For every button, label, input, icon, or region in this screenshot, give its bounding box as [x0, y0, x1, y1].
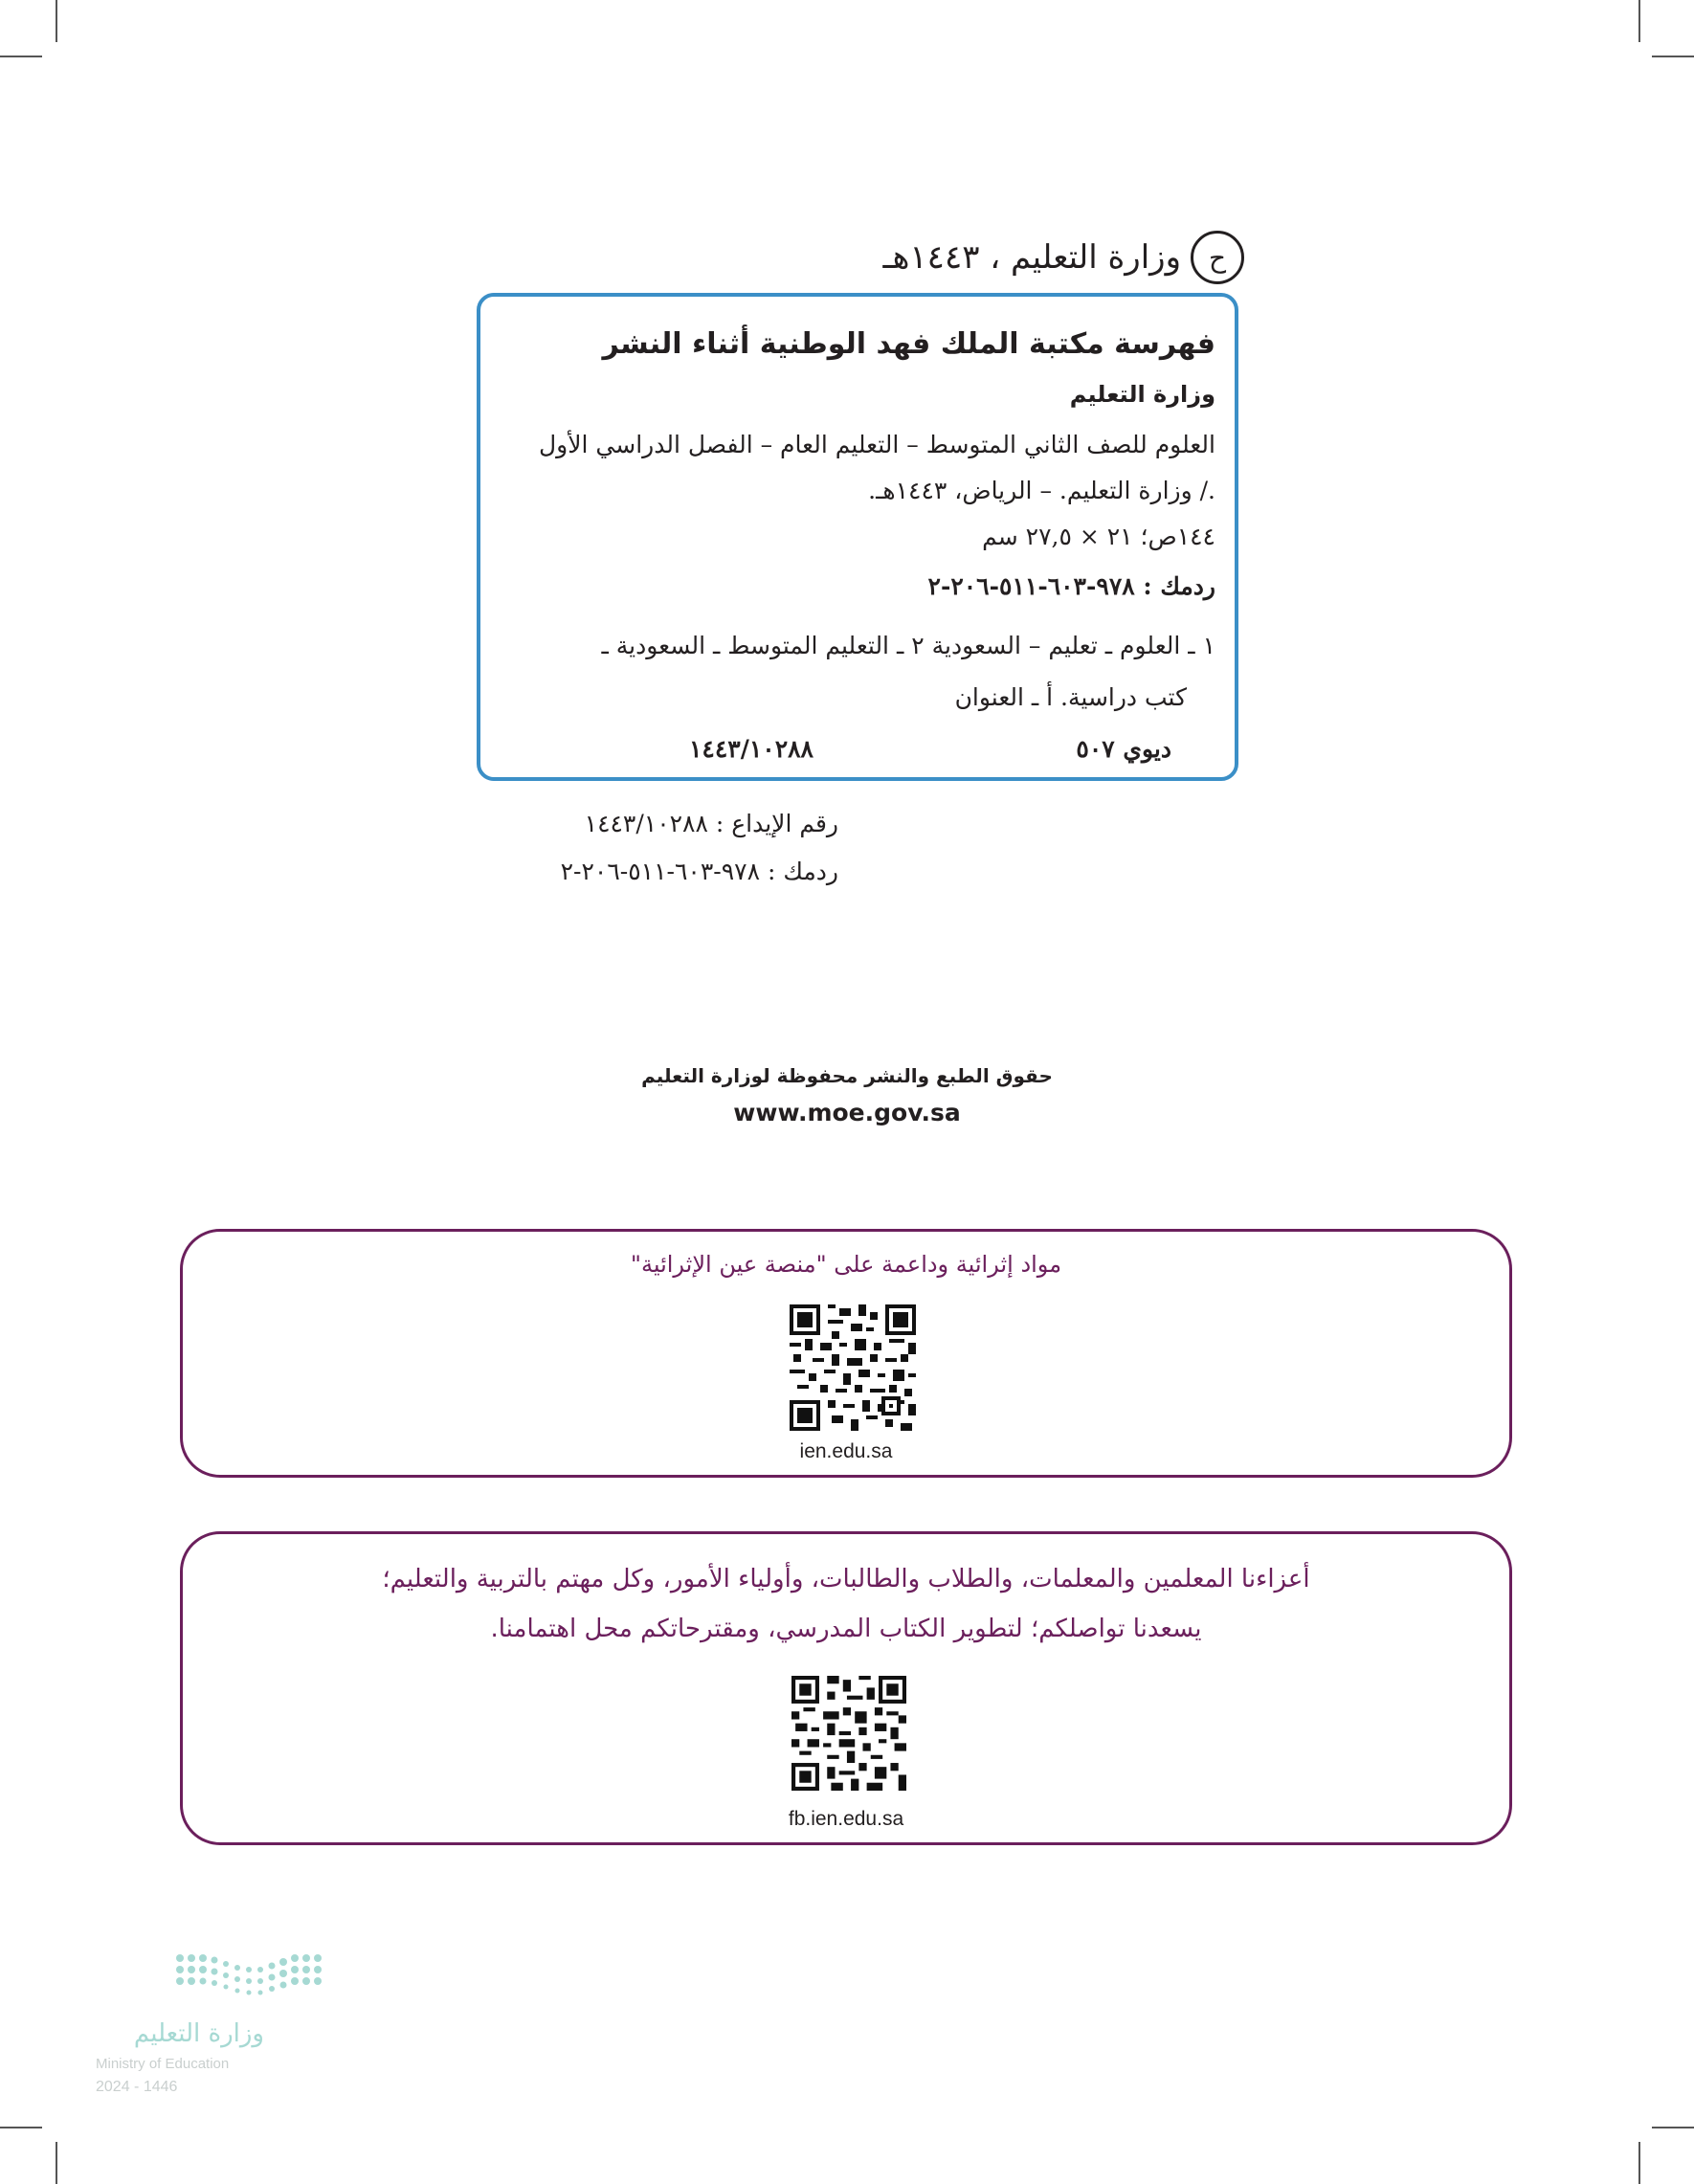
catalog-title: فهرسة مكتبة الملك فهد الوطنية أثناء النشر	[602, 327, 1215, 361]
crop-mark	[56, 0, 57, 42]
catalog-dewey: ديوي ٥٠٧	[1076, 735, 1171, 763]
feedback-qr-code[interactable]	[791, 1676, 906, 1791]
catalog-dimensions: ١٤٤ص؛ ٢١ × ٢٧,٥ سم	[982, 523, 1215, 550]
feedback-message: يسعدنا تواصلكم؛ لتطوير الكتاب المدرسي، ومقترحاتكم محل اهتمامنا.	[490, 1615, 1202, 1643]
copyright-text: وزارة التعليم ، ١٤٤٣هـ	[882, 238, 1181, 277]
crop-mark	[1652, 56, 1694, 57]
enrichment-url[interactable]: ien.edu.sa	[799, 1440, 893, 1462]
enrichment-box	[180, 1229, 1512, 1478]
catalog-book-title: العلوم للصف الثاني المتوسط – التعليم العام – الفصل الدراسي الأول	[539, 431, 1215, 458]
crop-mark	[1652, 2127, 1694, 2128]
ministry-logo	[92, 1949, 360, 2111]
rights-statement: حقوق الطبع والنشر محفوظة لوزارة التعليم	[641, 1064, 1053, 1087]
ministry-website[interactable]: www.moe.gov.sa	[733, 1099, 961, 1126]
catalog-call-number: ١٤٤٣/١٠٢٨٨	[689, 735, 814, 763]
catalog-author: وزارة التعليم	[1069, 381, 1215, 408]
feedback-box	[180, 1531, 1512, 1845]
crop-mark	[1638, 2142, 1640, 2184]
feedback-greeting: أعزاءنا المعلمين والمعلمات، والطلاب والطالبات، وأولياء الأمور، وكل مهتم بالتربية والتعليم؛	[382, 1565, 1310, 1593]
copyright-line	[823, 228, 1244, 287]
logo-arabic-name: وزارة التعليم	[133, 2019, 264, 2048]
logo-year: 2024 - 1446	[96, 2079, 178, 2095]
enrichment-text: مواد إثرائية وداعمة على "منصة عين الإثرائية"	[630, 1251, 1062, 1278]
crop-mark	[56, 2142, 57, 2184]
logo-english-name: Ministry of Education	[96, 2056, 230, 2072]
crop-mark	[0, 2127, 42, 2128]
feedback-url[interactable]: fb.ien.edu.sa	[788, 1808, 904, 1830]
catalog-publisher: ./ وزارة التعليم. – الرياض، ١٤٤٣هـ.	[868, 477, 1215, 504]
copyright-symbol: ح	[1191, 231, 1244, 284]
cataloging-box	[477, 293, 1238, 781]
enrichment-qr-code[interactable]	[790, 1304, 916, 1431]
catalog-subjects: ١ ـ العلوم ـ تعليم – السعودية ٢ ـ التعليم المتوسط ـ السعودية ـ	[601, 632, 1215, 659]
deposit-number: رقم الإيداع : ١٤٤٣/١٠٢٨٨	[584, 810, 838, 837]
catalog-isbn: ردمك : ٩٧٨-٦٠٣-٥١١-٢٠٦-٢	[927, 572, 1215, 600]
catalog-subjects-cont: كتب دراسية. أ ـ العنوان	[954, 683, 1187, 711]
crop-mark	[1638, 0, 1640, 42]
logo-dots-mark	[92, 1949, 360, 2016]
crop-mark	[0, 56, 42, 57]
deposit-isbn: ردمك : ٩٧٨-٦٠٣-٥١١-٢٠٦-٢	[560, 858, 838, 885]
